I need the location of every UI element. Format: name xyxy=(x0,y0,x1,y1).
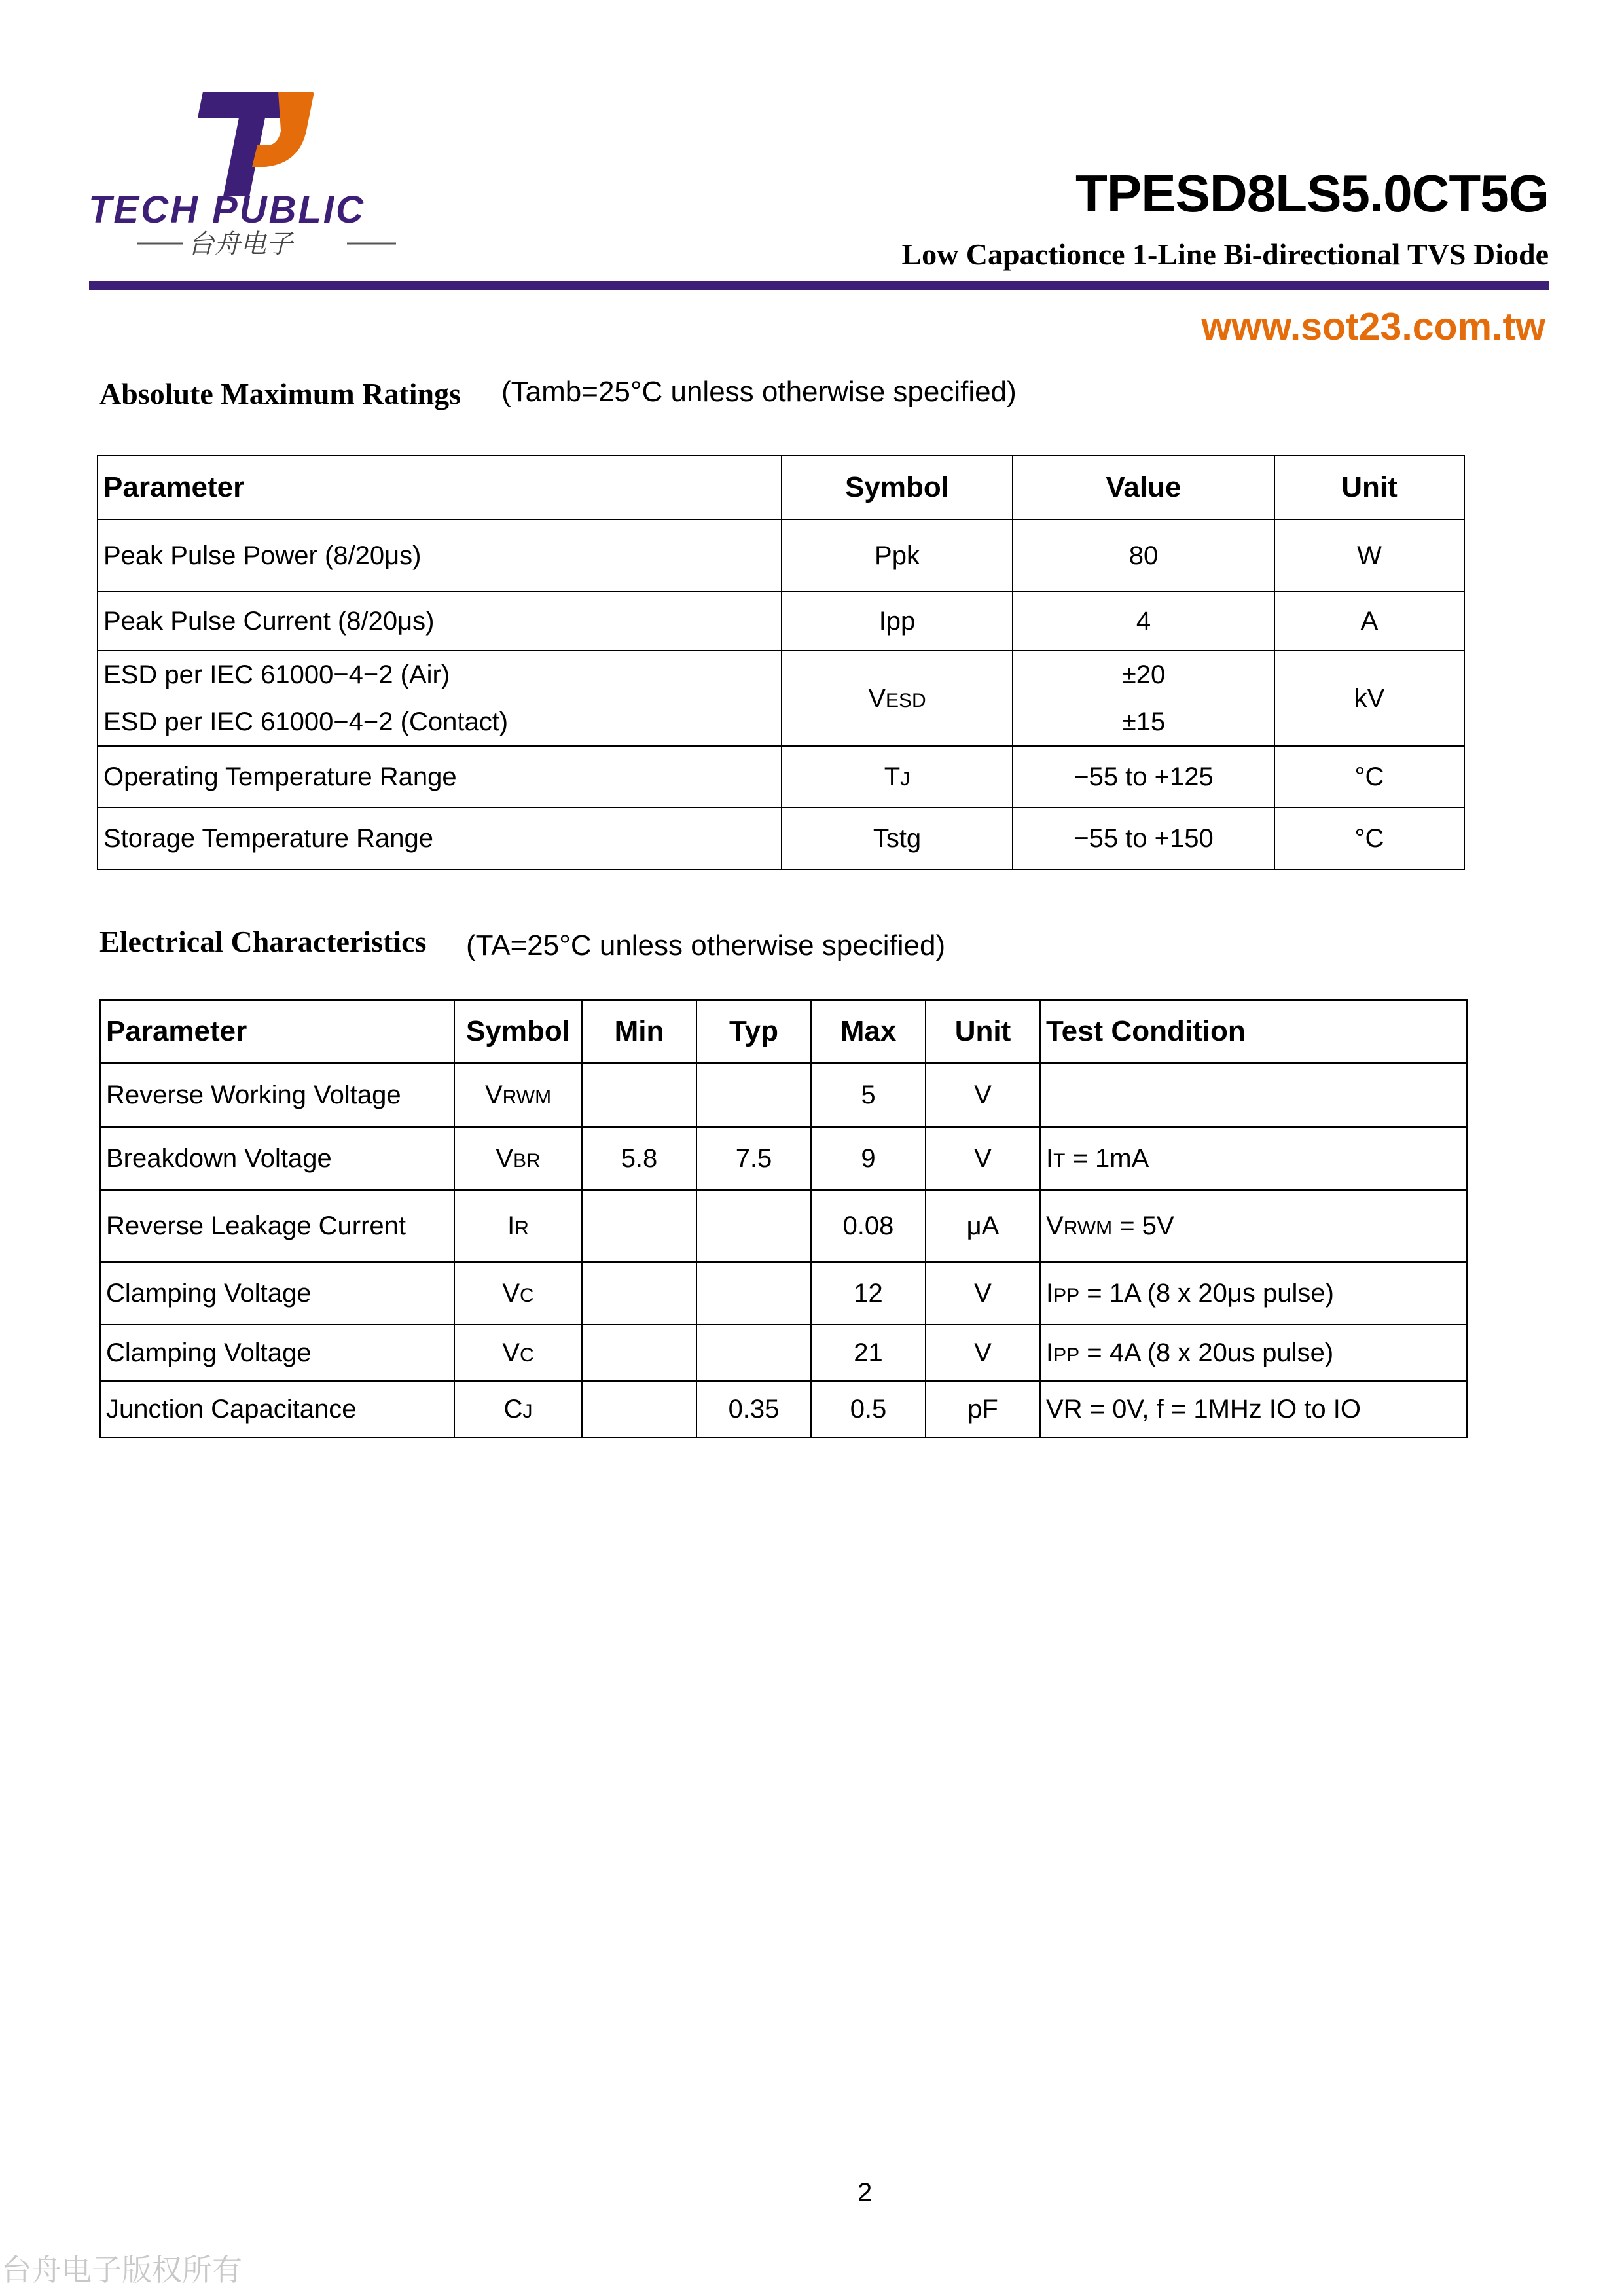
header-divider xyxy=(89,281,1549,290)
symbol-cell xyxy=(782,746,1013,808)
unit-cell: V xyxy=(926,1127,1040,1190)
cond-main: V xyxy=(1046,1211,1064,1240)
cond-sub: PP xyxy=(1053,1284,1080,1306)
symbol-sub: J xyxy=(522,1400,533,1422)
unit-cell: pF xyxy=(926,1381,1040,1437)
header-cell: Symbol xyxy=(454,1000,582,1063)
cond-main: I xyxy=(1046,1143,1054,1173)
electrical-characteristics-table xyxy=(99,999,1468,1438)
table-row xyxy=(100,1127,1467,1190)
symbol-sub: C xyxy=(520,1344,534,1366)
header-cell: Test Condition xyxy=(1040,1000,1467,1063)
symbol-cell: Tstg xyxy=(782,808,1013,869)
typ-cell xyxy=(696,1190,811,1262)
symbol-cell xyxy=(454,1381,582,1437)
typ-cell: 7.5 xyxy=(696,1127,811,1190)
header-cell: Parameter xyxy=(98,456,782,520)
table-row xyxy=(100,1381,1467,1437)
param-line: ESD per IEC 61000−4−2 (Contact) xyxy=(103,708,509,736)
symbol-cell xyxy=(454,1063,582,1127)
symbol-sub: C xyxy=(520,1284,534,1306)
header-cell: Value xyxy=(1013,456,1274,520)
param-cell: Operating Temperature Range xyxy=(98,746,782,808)
param-cell xyxy=(98,651,782,746)
unit-cell: °C xyxy=(1274,746,1464,808)
cond-main: I xyxy=(1046,1338,1054,1367)
header-cell: Unit xyxy=(1274,456,1464,520)
copyright-watermark: 台舟电子版权所有 xyxy=(1,2252,242,2287)
table-row xyxy=(98,808,1464,869)
header-cell: Symbol xyxy=(782,456,1013,520)
min-cell xyxy=(582,1381,696,1437)
cond-rest: = 5V xyxy=(1112,1211,1174,1240)
symbol-cell xyxy=(454,1127,582,1190)
ec-section-condition: (TA=25°C unless otherwise specified) xyxy=(466,929,946,961)
condition-cell xyxy=(1040,1127,1467,1190)
ec-section-title: Electrical Characteristics xyxy=(99,925,427,958)
part-number: TPESD8LS5.0CT5G xyxy=(1075,164,1549,223)
unit-cell: kV xyxy=(1274,651,1464,746)
min-cell: 5.8 xyxy=(582,1127,696,1190)
max-cell: 0.08 xyxy=(811,1190,926,1262)
value-cell: −55 to +125 xyxy=(1013,746,1274,808)
symbol-cell xyxy=(782,651,1013,746)
value-line: ±20 xyxy=(1121,660,1166,689)
condition-cell xyxy=(1040,1190,1467,1262)
cond-rest: = 1A (8 x 20μs pulse) xyxy=(1079,1278,1334,1308)
symbol-cell: Ipp xyxy=(782,592,1013,651)
param-cell: Clamping Voltage xyxy=(100,1262,454,1325)
symbol-sub: BR xyxy=(513,1149,541,1172)
brand-name: TECH PUBLIC xyxy=(88,188,365,231)
param-line: ESD per IEC 61000−4−2 (Air) xyxy=(103,660,450,689)
param-cell: Storage Temperature Range xyxy=(98,808,782,869)
condition-cell xyxy=(1040,1063,1467,1127)
symbol-main: T xyxy=(884,762,901,791)
min-cell xyxy=(582,1063,696,1127)
param-cell: Reverse Leakage Current xyxy=(100,1190,454,1262)
table-row xyxy=(100,1063,1467,1127)
table-header-row xyxy=(100,1000,1467,1063)
condition-cell xyxy=(1040,1381,1467,1437)
symbol-main: V xyxy=(502,1338,520,1367)
symbol-sub: J xyxy=(900,768,911,790)
symbol-cell xyxy=(454,1262,582,1325)
param-cell: Clamping Voltage xyxy=(100,1325,454,1381)
condition-cell xyxy=(1040,1262,1467,1325)
min-cell xyxy=(582,1190,696,1262)
symbol-main: C xyxy=(503,1394,523,1424)
condition-cell xyxy=(1040,1325,1467,1381)
header-cell: Typ xyxy=(696,1000,811,1063)
table-row xyxy=(98,651,1464,746)
value-cell: 4 xyxy=(1013,592,1274,651)
symbol-cell xyxy=(454,1190,582,1262)
table-row xyxy=(98,592,1464,651)
amr-section-title: Absolute Maximum Ratings xyxy=(99,377,461,410)
unit-cell: V xyxy=(926,1063,1040,1127)
unit-cell: A xyxy=(1274,592,1464,651)
symbol-main: V xyxy=(502,1278,520,1308)
unit-cell: W xyxy=(1274,520,1464,592)
table-row xyxy=(100,1325,1467,1381)
tech-public-logo xyxy=(88,92,455,268)
symbol-main: V xyxy=(484,1080,503,1109)
param-cell: Reverse Working Voltage xyxy=(100,1063,454,1127)
cond-sub: PP xyxy=(1053,1344,1080,1366)
typ-cell xyxy=(696,1262,811,1325)
max-cell: 9 xyxy=(811,1127,926,1190)
param-cell: Junction Capacitance xyxy=(100,1381,454,1437)
typ-cell: 0.35 xyxy=(696,1381,811,1437)
symbol-sub: R xyxy=(514,1217,529,1239)
table-row xyxy=(98,520,1464,592)
max-cell: 12 xyxy=(811,1262,926,1325)
value-cell: 80 xyxy=(1013,520,1274,592)
typ-cell xyxy=(696,1063,811,1127)
table-row xyxy=(100,1262,1467,1325)
unit-cell: μA xyxy=(926,1190,1040,1262)
cond-sub: T xyxy=(1053,1149,1066,1172)
brand-chinese: 台舟电子 xyxy=(188,229,293,259)
min-cell xyxy=(582,1325,696,1381)
header-cell: Unit xyxy=(926,1000,1040,1063)
param-cell: Peak Pulse Current (8/20μs) xyxy=(98,592,782,651)
value-cell: −55 to +150 xyxy=(1013,808,1274,869)
value-cell xyxy=(1013,651,1274,746)
max-cell: 21 xyxy=(811,1325,926,1381)
symbol-main: I xyxy=(507,1211,515,1240)
param-cell: Peak Pulse Power (8/20μs) xyxy=(98,520,782,592)
table-header-row xyxy=(98,456,1464,520)
unit-cell: V xyxy=(926,1325,1040,1381)
min-cell xyxy=(582,1262,696,1325)
symbol-sub: RWM xyxy=(502,1086,552,1108)
symbol-main: V xyxy=(496,1143,513,1173)
table-row xyxy=(98,746,1464,808)
page-number: 2 xyxy=(857,2178,873,2207)
cond-sub: RWM xyxy=(1063,1217,1113,1239)
param-cell: Breakdown Voltage xyxy=(100,1127,454,1190)
website-link[interactable]: www.sot23.com.tw xyxy=(1201,305,1545,348)
table-row xyxy=(100,1190,1467,1262)
max-cell: 5 xyxy=(811,1063,926,1127)
header-cell: Min xyxy=(582,1000,696,1063)
cond-main: VR = 0V, f = 1MHz IO to IO xyxy=(1046,1394,1361,1424)
unit-cell: V xyxy=(926,1262,1040,1325)
symbol-cell xyxy=(454,1325,582,1381)
unit-cell: °C xyxy=(1274,808,1464,869)
symbol-main: V xyxy=(868,683,886,713)
cond-rest: = 1mA xyxy=(1065,1143,1149,1173)
typ-cell xyxy=(696,1325,811,1381)
header-cell: Parameter xyxy=(100,1000,454,1063)
symbol-sub: ESD xyxy=(886,689,926,711)
cond-rest: = 4A (8 x 20us pulse) xyxy=(1079,1338,1334,1367)
symbol-cell: Ppk xyxy=(782,520,1013,592)
cond-main: I xyxy=(1046,1278,1054,1308)
amr-section-condition: (Tamb=25°C unless otherwise specified) xyxy=(501,376,1017,408)
header-cell: Max xyxy=(811,1000,926,1063)
absolute-max-ratings-table xyxy=(97,455,1465,870)
value-line: ±15 xyxy=(1121,708,1166,736)
product-subtitle: Low Capactionce 1-Line Bi-directional TVS Diode xyxy=(901,238,1549,271)
max-cell: 0.5 xyxy=(811,1381,926,1437)
